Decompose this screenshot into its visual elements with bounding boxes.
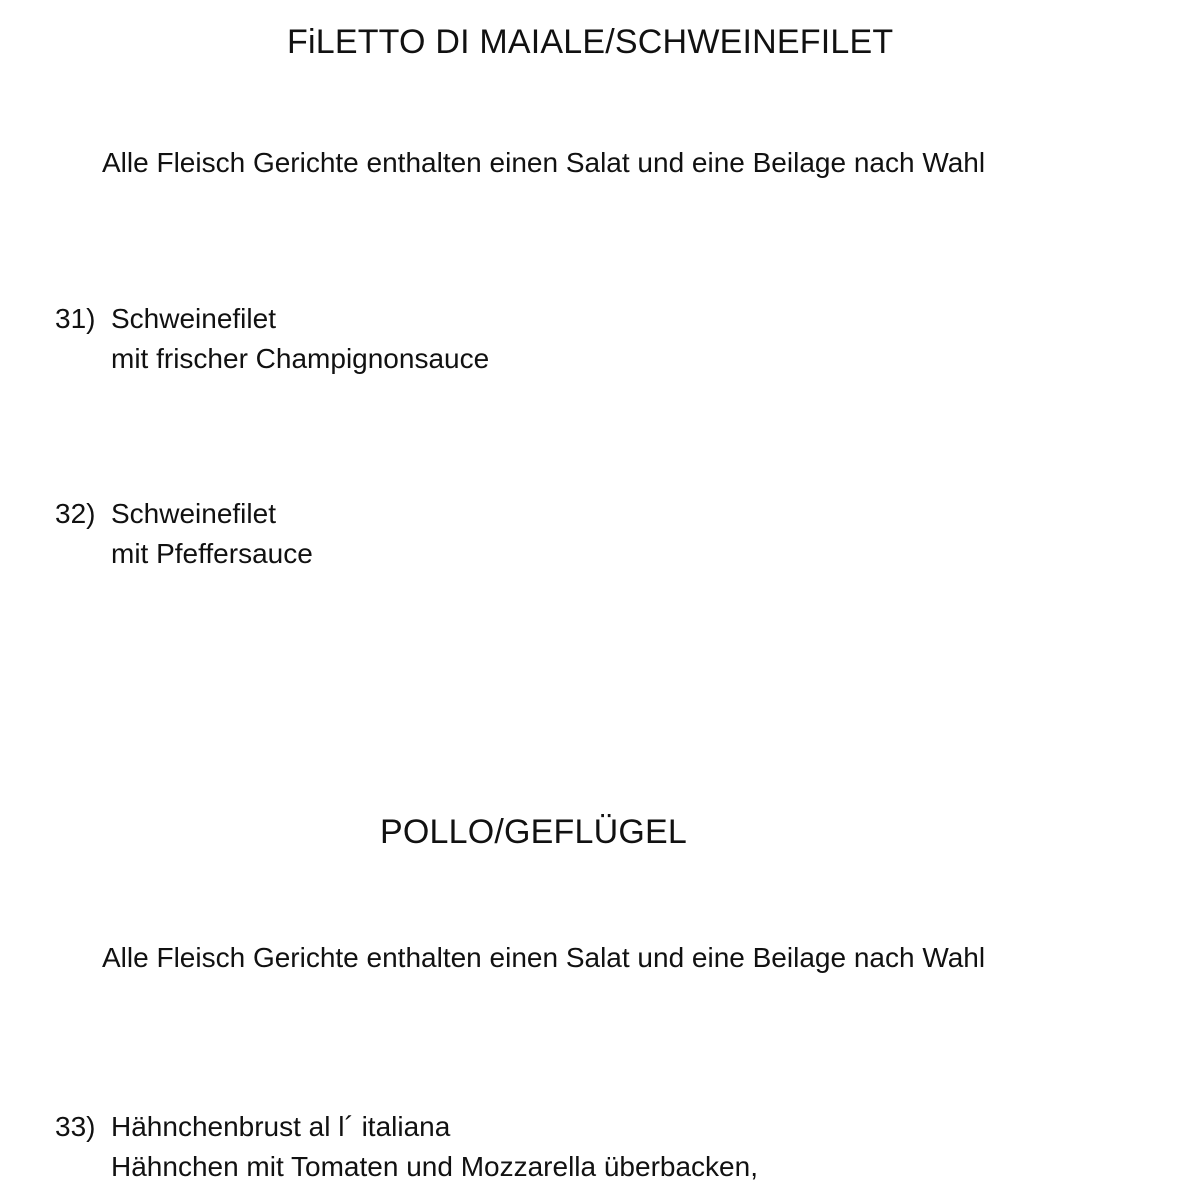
menu-item-number: 32) <box>55 498 96 529</box>
menu-item-name: Hähnchenbrust al l´ italiana <box>111 1111 451 1142</box>
menu-item-name: Schweinefilet <box>111 303 276 334</box>
menu-item-description: Hähnchen mit Tomaten und Mozzarella überbacken, <box>111 1151 758 1182</box>
menu-item-description: mit frischer Champignonsauce <box>111 343 490 374</box>
menu-item-description: mit Pfeffersauce <box>111 538 313 569</box>
menu-item-name: Schweinefilet <box>111 498 276 529</box>
section-note-pork: Alle Fleisch Gerichte enthalten einen Salat und eine Beilage nach Wahl <box>102 147 986 178</box>
section-note-poultry: Alle Fleisch Gerichte enthalten einen Salat und eine Beilage nach Wahl <box>102 942 986 973</box>
section-title-pork: FiLETTO DI MAIALE/SCHWEINEFILET <box>287 23 894 61</box>
menu-item-number: 31) <box>55 303 96 334</box>
section-title-poultry: POLLO/GEFLÜGEL <box>380 813 688 851</box>
menu-item-number: 33) <box>55 1111 96 1142</box>
